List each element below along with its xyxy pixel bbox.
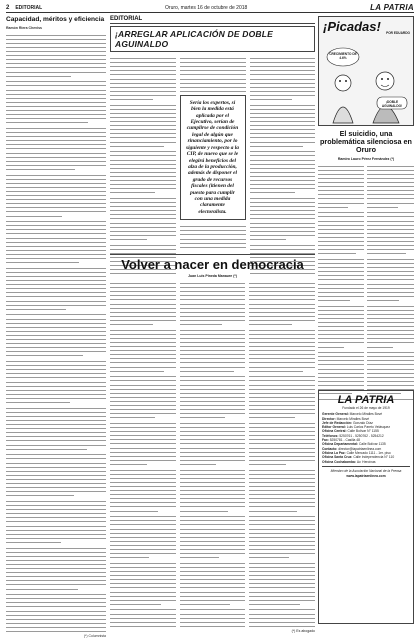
democracy-article-title: Volver a nacer en democracia [121, 257, 304, 272]
cartoon-caption-right: ¡DOBLE AGUINALDO! [381, 100, 403, 108]
suicide-article [318, 130, 414, 380]
text-line [318, 204, 348, 208]
masthead-line-label: Oficina Santa Cruz: [322, 455, 354, 460]
editorial-col-3 [250, 55, 316, 274]
text-line [6, 166, 75, 170]
text-line [110, 623, 176, 627]
masthead-line-value: Marcelo Miralles Bové [349, 412, 383, 417]
masthead-line-value: Av. Heroínas [356, 459, 376, 464]
text-line [6, 259, 79, 263]
editorial-col-1 [110, 55, 176, 274]
text-line [250, 143, 304, 147]
masthead-box [318, 390, 414, 624]
text-line [250, 189, 295, 193]
text-line [180, 414, 225, 418]
left-article-byline: Ramón Riera Cheviss [6, 25, 42, 30]
cartoon-caption-left: CRECIMIENTO DE 4.6% [329, 52, 357, 60]
left-article-title: Capacidad, méritos y eficiencia [6, 16, 105, 23]
text-line [249, 554, 288, 558]
text-line [6, 306, 66, 310]
masthead-line-label: Teléfonos: [322, 433, 340, 438]
masthead-line-label: Jefe de Redacción: [322, 420, 353, 425]
text-line [110, 143, 164, 147]
text-line [110, 601, 161, 605]
left-article-footer: (*) Columnista [83, 634, 106, 638]
page-header [6, 3, 414, 13]
text-line [6, 492, 74, 496]
masthead-line-label: Fax: [322, 438, 330, 443]
left-article-body [6, 32, 106, 632]
text-line [249, 321, 292, 325]
text-line [249, 414, 294, 418]
text-line [318, 250, 356, 254]
left-article [6, 16, 106, 638]
text-line [249, 461, 286, 465]
text-line [180, 554, 219, 558]
masthead-footer: Miembro de la Asociación Nacional de la Prensa [330, 468, 402, 473]
masthead-line-label: Oficina Central: [322, 429, 348, 434]
text-line [6, 119, 88, 123]
democracy-article-byline: Juan Luis Pineda Manaure (*) [188, 274, 237, 278]
editorial-article [110, 16, 315, 248]
masthead-line-value: Calle Bolívar N° 1155 [347, 429, 379, 434]
suicide-article-byline: Ramiro Lauro Pérez Fernández (*) [337, 156, 395, 161]
text-line [249, 601, 300, 605]
text-line [110, 554, 149, 558]
masthead-line-label: Contacto: [322, 446, 339, 451]
masthead-line-value: Marcelo Miralles Bové [336, 416, 370, 421]
suicide-col-1 [318, 163, 364, 400]
masthead-line-value: 5250781 - Casilla 48 [329, 438, 360, 443]
text-line [367, 343, 393, 347]
masthead-line-label: Oficina Departamental: [322, 442, 360, 447]
text-line [318, 297, 350, 301]
editorial-pull-quote: Sería los expertos, si bien la medida está aplicada por el Ejecutivo, serían de cumplirse de condición legal de algún que rinanciamiento, por lo siguiente y respecto a la CIP, de nuevo que se le elegirá beneficios del alza de la producción, además de disponer el grado de recursos fiscales (itienen del puesto para cumplir con una medida claramente electoralista. [180, 95, 246, 220]
text-line [180, 623, 246, 627]
cartoon-credit: POR EDUARDO [386, 31, 410, 35]
editorial-title [110, 26, 315, 52]
text-line [6, 399, 70, 403]
democracy-article-footer: (*) Es abogado [291, 628, 315, 633]
text-line [110, 414, 155, 418]
text-line [180, 507, 228, 511]
editorial-col-2b [180, 223, 246, 248]
text-line [6, 352, 83, 356]
text-line [180, 601, 231, 605]
masthead-tagline: Fundado el 26 de mayo de 1919 [342, 406, 390, 410]
editorial-title-text: ¡ARREGLAR APLICACIÓN DE DOBLE AGUINALDO [115, 29, 274, 49]
page-number: 2 [6, 4, 10, 11]
text-line [6, 539, 61, 543]
text-line [249, 368, 303, 372]
text-line [250, 96, 293, 100]
masthead-line-label: Editor General: [322, 425, 347, 430]
cartoon-panel [318, 16, 414, 126]
text-line [110, 461, 147, 465]
masthead-brand: LA PATRIA [337, 394, 395, 406]
text-line [110, 321, 153, 325]
text-line [6, 446, 87, 450]
text-line [318, 343, 344, 347]
text-line [180, 244, 246, 248]
cartoon-title: ¡Picadas! [323, 19, 381, 34]
democracy-col-1 [110, 280, 176, 627]
masthead-line-label: Director: [322, 416, 337, 421]
issue-date: Oruro, martes 16 de octubre de 2018 [165, 4, 248, 11]
text-line [110, 236, 147, 240]
text-line [180, 368, 234, 372]
text-line [367, 250, 406, 254]
masthead-lines [322, 412, 410, 464]
suicide-col-2 [367, 163, 414, 400]
text-line [110, 368, 164, 372]
editorial-col-2a [180, 55, 246, 92]
masthead-line-value: 5250761 - 5250762 - 5254212 [339, 433, 384, 438]
masthead-line-label: Oficina Cochabamba: [322, 459, 357, 464]
editorial-kicker: EDITORIAL [110, 16, 315, 24]
masthead-line-value: Calle Mercado 1111 - 1er. piso [346, 450, 391, 455]
text-line [6, 628, 106, 632]
text-line [250, 236, 287, 240]
democracy-col-3 [249, 280, 315, 627]
text-line [249, 623, 315, 627]
masthead-line-label: Oficina La Paz: [322, 450, 347, 455]
masthead-line-value: Calle Independencia N° 110 [353, 455, 395, 460]
masthead-line-value: Luis Carlos Pareto Velásquez [346, 425, 390, 430]
masthead-line [322, 460, 410, 464]
masthead-website: www.lapatriaenlinea.com [346, 474, 386, 479]
text-line [180, 88, 246, 92]
masthead-line-value: Calle Bolívar 1135 [359, 442, 386, 447]
text-line [367, 297, 399, 301]
democracy-col-2 [180, 280, 246, 627]
text-line [180, 321, 223, 325]
text-line [6, 212, 62, 216]
text-line [180, 461, 217, 465]
masthead-line-label: Gerente General: [322, 412, 350, 417]
text-line [110, 507, 158, 511]
cartoon-drawing [319, 17, 415, 127]
brand-logo: LA PATRIA [370, 3, 414, 12]
masthead-line-value: Gonzalo Díaz [352, 420, 373, 425]
democracy-article [110, 252, 315, 633]
text-line [249, 507, 297, 511]
text-line [6, 73, 71, 77]
suicide-article-title: El suicidio, una problemática silenciosa en Oruro [320, 129, 412, 155]
text-line [110, 96, 153, 100]
text-line [6, 585, 78, 589]
section-label: EDITORIAL [15, 4, 43, 11]
text-line [110, 189, 155, 193]
masthead-line-value: director@lapatriaenlinea.com [338, 446, 382, 451]
text-line [367, 204, 398, 208]
